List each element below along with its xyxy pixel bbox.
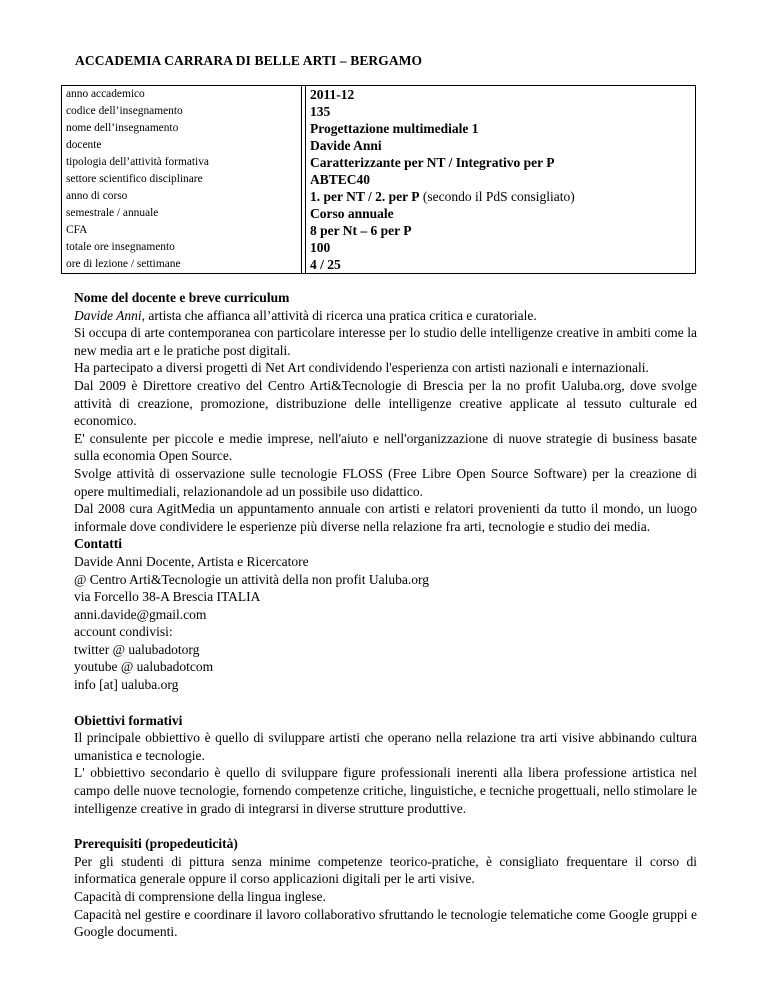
prerequisiti-paragraph: Per gli studenti di pittura senza minime competenze teorico-pratiche, è consigliato frequentare il corso di informatica generale oppure il corso applicazioni digitali per le arti visive. [74,853,697,887]
label-cell: semestrale / annuale [66,207,159,219]
label-cell: tipologia dell’attività formativa [66,156,209,168]
curriculum-paragraph: Dal 2009 è Direttore creativo del Centro Arti&Tecnologie di Brescia per la no profit Ualuba.org, dove svolge attività di creazione, promozione, distribuzione delle intelligenze creative applicate al tessuto culturale ed economico. [74,377,697,429]
teacher-name: Davide Anni [74,307,142,323]
page-title: ACCADEMIA CARRARA DI BELLE ARTI – BERGAMO [75,53,423,68]
contact-line: @ Centro Arti&Tecnologie un attività della non profit Ualuba.org [74,571,430,587]
label-cell: nome dell’insegnamento [66,122,179,134]
value-cell: 135 [310,104,331,119]
contact-line: twitter @ ualubadotorg [74,641,200,657]
value-column [306,86,696,274]
value-cell: Progettazione multimediale 1 [310,121,479,136]
obiettivi-heading: Obiettivi formativi [74,712,183,728]
value-cell: Davide Anni [310,138,382,153]
prerequisiti-paragraph: Capacità di comprensione della lingua inglese. [74,889,326,904]
prerequisiti-heading: Prerequisiti (propedeuticità) [74,836,238,852]
contact-line: youtube @ ualubadotcom [74,659,214,675]
contact-email: anni.davide@gmail.com [74,606,207,622]
contact-line: Davide Anni Docente, Artista e Ricercatore [74,553,309,569]
label-column [62,86,302,274]
label-cell: docente [66,139,102,151]
label-cell: anno di corso [66,190,128,202]
value-cell: ABTEC40 [310,172,371,187]
section-spacer [74,694,697,712]
curriculum-paragraph: Ha partecipato a diversi progetti di Net Art condividendo l'esperienza con artisti nazionali e internazionali. [74,360,649,376]
curriculum-paragraph: Svolge attività di osservazione sulle tecnologie FLOSS (Free Libre Open Source Software) per la creazione di opere multimediali, relazionandole ad un possibile uso didattico. [74,465,697,499]
label-cell: ore di lezione / settimane [66,258,181,270]
curriculum-paragraph: Dal 2008 cura AgitMedia un appuntamento annuale con artisti e relatori provenienti da tutto il mondo, un luogo informale dove condividere le esperienze più diverse nella relazione fra arti, tecnologie e studio dei media. [74,501,697,534]
section-spacer [74,817,697,835]
contact-line: account condivisi: [74,624,173,640]
label-cell: codice dell’insegnamento [66,105,183,117]
value-text: 1. per NT / 2. per P [310,189,420,204]
value-cell: 2011-12 [310,87,355,102]
contatti-heading: Contatti [74,536,122,552]
curriculum-paragraph: Si occupa di arte contemporanea con particolare interesse per lo studio delle intelligenze creative in ambiti come la new media art e le pratiche post digitali. [74,325,697,358]
value-cell: Corso annuale [310,206,394,221]
label-cell: CFA [66,224,88,236]
table-row [62,86,696,274]
obiettivi-paragraph: Il principale obbiettivo è quello di sviluppare artisti che operano nella relazione tra arti visive abbinando cultura umanistica e tecnologie. [74,730,697,763]
obiettivi-paragraph: L' obbiettivo secondario è quello di sviluppare figure professionali inerenti alla libera professione artistica nel campo delle nuove tecnologie, fornendo competenze critiche, linguistiche, e tecniche progettuali, nello stimolare le intelligenze creative in grado di integrarsi in diverse strutture produttive. [74,765,697,816]
contact-line: via Forcello 38-A Brescia ITALIA [74,589,261,605]
course-info-table [61,85,696,274]
value-cell: 8 per Nt – 6 per P [310,223,412,238]
contact-line: info [at] ualuba.org [74,677,179,693]
label-cell: anno accademico [66,88,145,100]
label-cell: totale ore insegnamento [66,241,175,253]
value-cell [310,188,691,205]
value-cell: Caratterizzante per NT / Integrativo per P [310,155,555,170]
value-cell: 100 [310,240,331,255]
label-cell: settore scientifico disciplinare [66,173,203,185]
curriculum-intro [74,307,697,325]
curriculum-heading: Nome del docente e breve curriculum [74,290,290,305]
value-cell: 4 / 25 [310,257,341,272]
value-note: (secondo il PdS consigliato) [419,189,575,204]
prerequisiti-paragraph: Capacità nel gestire e coordinare il lavoro collaborativo sfruttando le tecnologie telematiche come Google gruppi e Google documenti. [74,906,697,940]
curriculum-paragraph: E' consulente per piccole e medie imprese, nell'aiuto e nell'organizzazione di nuove strategie di business basate sulla economia Open Source. [74,430,697,464]
intro-text: , artista che affianca all’attività di ricerca una pratica critica e curatoriale. [141,307,537,323]
document-body [74,289,697,941]
